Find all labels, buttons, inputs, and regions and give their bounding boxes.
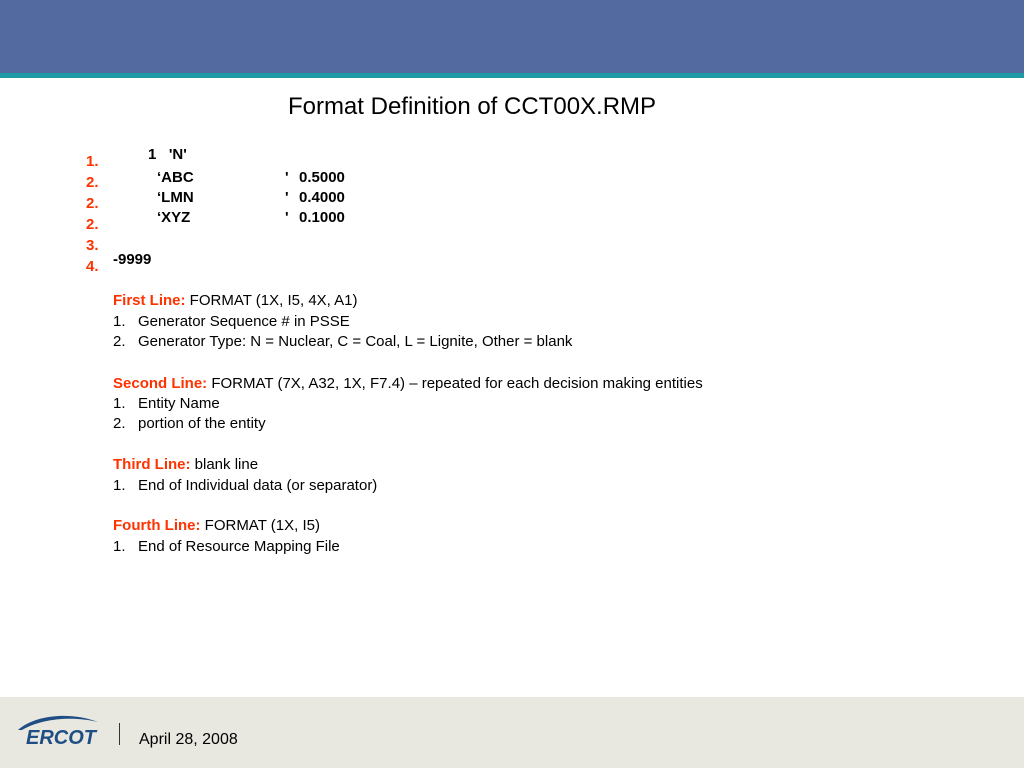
section-text: FORMAT (7X, A32, 1X, F7.4) – repeated for each decision making entities xyxy=(207,375,703,392)
list-text: Generator Sequence # in PSSE xyxy=(138,313,350,330)
section-label: First Line: xyxy=(113,292,186,309)
line-number: 3. xyxy=(86,237,99,254)
list-item xyxy=(113,536,340,557)
list-number: 2. xyxy=(113,415,126,432)
code-name: ‘LMN xyxy=(157,189,194,206)
section-first-line xyxy=(113,290,358,311)
list-item xyxy=(113,393,220,414)
header-bar xyxy=(0,0,1024,73)
section-fourth-line xyxy=(113,515,320,536)
code-value: 0.5000 xyxy=(299,169,345,186)
section-text: FORMAT (1X, I5, 4X, A1) xyxy=(185,292,358,309)
code-quote: ' xyxy=(285,209,289,226)
list-number: 1. xyxy=(113,313,126,330)
line-number-column xyxy=(86,151,99,277)
header-stripe xyxy=(0,73,1024,78)
list-text: portion of the entity xyxy=(138,415,266,432)
list-text: End of Individual data (or separator) xyxy=(138,477,378,494)
list-item xyxy=(113,311,350,332)
list-text: End of Resource Mapping File xyxy=(138,538,340,555)
line-number: 2. xyxy=(86,216,99,233)
code-end-marker: -9999 xyxy=(113,251,152,268)
code-quote: ' xyxy=(285,169,289,186)
slide-title: Format Definition of CCT00X.RMP xyxy=(287,93,657,120)
footer-divider xyxy=(119,723,120,745)
section-label: Third Line: xyxy=(113,456,191,473)
list-item xyxy=(113,475,377,496)
line-number: 2. xyxy=(86,174,99,191)
logo-text: ERCOT xyxy=(26,727,96,749)
footer-date: April 28, 2008 xyxy=(139,731,238,748)
code-value: 0.4000 xyxy=(299,189,345,206)
list-number: 1. xyxy=(113,395,126,412)
section-text: FORMAT (1X, I5) xyxy=(200,517,320,534)
section-text: blank line xyxy=(190,456,259,473)
code-line-1: 1 'N' xyxy=(148,146,187,163)
code-value: 0.1000 xyxy=(299,209,345,226)
list-number: 1. xyxy=(113,477,126,494)
list-text: Entity Name xyxy=(138,395,220,412)
ercot-logo xyxy=(12,708,102,750)
list-number: 2. xyxy=(113,333,126,350)
section-label: Second Line: xyxy=(113,375,208,392)
list-number: 1. xyxy=(113,538,126,555)
line-number: 1. xyxy=(86,153,99,170)
list-text: Generator Type: N = Nuclear, C = Coal, L = Lignite, Other = blank xyxy=(138,333,573,350)
section-second-line xyxy=(113,373,703,394)
list-item xyxy=(113,331,572,352)
code-name: ‘XYZ xyxy=(157,209,191,226)
section-third-line xyxy=(113,454,258,475)
section-label: Fourth Line: xyxy=(113,517,201,534)
line-number: 4. xyxy=(86,258,99,275)
line-number: 2. xyxy=(86,195,99,212)
code-name: ‘ABC xyxy=(157,169,194,186)
code-quote: ' xyxy=(285,189,289,206)
list-item xyxy=(113,413,266,434)
